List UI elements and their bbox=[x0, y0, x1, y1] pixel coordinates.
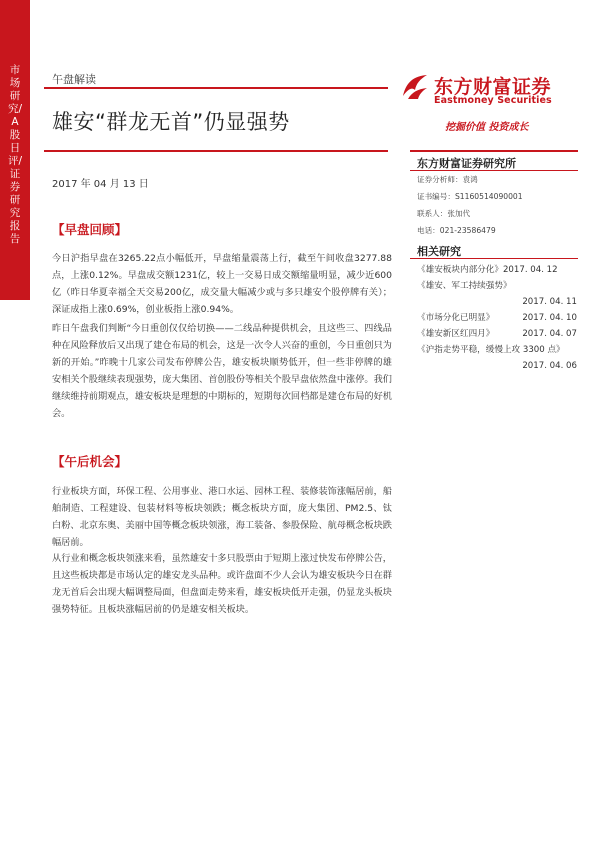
brand-logo-icon bbox=[400, 72, 430, 102]
related-item[interactable] bbox=[417, 278, 577, 294]
side-strip-text: 市场研究/A股日评/证券研究报告 bbox=[8, 64, 23, 245]
right-col-top-rule bbox=[410, 150, 578, 152]
related-item-date: 2017. 04. 10 bbox=[522, 313, 577, 323]
related-item[interactable] bbox=[417, 342, 577, 358]
related-item-date: 2017. 04. 11 bbox=[522, 297, 577, 307]
section-heading-afternoon: 【午后机会】 bbox=[52, 454, 128, 469]
brand-name-en: Eastmoney Securities bbox=[434, 95, 552, 106]
report-date: 2017 年 04 月 13 日 bbox=[52, 179, 149, 190]
title-bottom-rule bbox=[44, 150, 388, 152]
related-research-heading-wrap bbox=[417, 243, 577, 259]
analyst-cert: 证书编号：S1160514090001 bbox=[417, 192, 523, 201]
related-item-title: 《雄安、军工持续强势》 bbox=[417, 281, 512, 291]
brand-slogan: 挖掘价值 投资成长 bbox=[445, 122, 529, 133]
section-tag: 午盘解读 bbox=[52, 73, 96, 86]
brand-logo bbox=[400, 70, 560, 110]
page-title: 雄安“群龙无首”仍显强势 bbox=[52, 110, 290, 134]
related-item-date: 2017. 04. 12 bbox=[502, 265, 558, 275]
morning-paragraph-2: 昨日午盘我们判断“今日重创仅仅给切换——二线品种提供机会，且这些三、四线品种在风险释放后又出现了建仓布局的机会，这是一次令人兴奋的重创，今日重创只为新的开始。”昨晚十几家公司发布停牌公告，雄安板块顺势低开，但一些非停牌的雄安相关个股继续表现强势，庞大集团、首创股份等相关个股早盘依然盘中涨停。我们继续维持前期观点，雄安板块是理想的中期标的，短期每次回档都是建仓布局的好机会。 bbox=[52, 323, 392, 419]
institute-name: 东方财富证券研究所 bbox=[417, 157, 516, 170]
analyst-name: 证券分析师：袁鸿 bbox=[417, 175, 478, 184]
related-item-date: 2017. 04. 06 bbox=[522, 361, 577, 371]
section-heading-morning: 【早盘回顾】 bbox=[52, 222, 128, 237]
afternoon-paragraph-1: 行业板块方面，环保工程、公用事业、港口水运、园林工程、装修装饰涨幅居前，船舶制造、工程建设、包装材料等板块领跌；概念板块方面，庞大集团、PM2.5、钛白粉、北京东奥、美丽中国等概念板块领涨，海工装备、参股保险、航母概念板块跌幅居前。 bbox=[52, 486, 392, 548]
brand-name-cn: 东方财富证券 bbox=[434, 76, 552, 98]
related-research-heading: 相关研究 bbox=[417, 245, 461, 258]
related-item-date: 2017. 04. 07 bbox=[522, 329, 577, 339]
morning-paragraph-1: 今日沪指早盘在3265.22点小幅低开，早盘缩量震荡上行，截至午间收盘3277.88点，上涨0.12%。早盘成交额1231亿，较上一交易日成交额缩量明显，减少近600亿（昨日华夏幸福全天交易200亿，成交量大幅减少或与多只雄安个股停牌有关）；深证成指上涨0.69%，创业板指上涨0.94%。 bbox=[52, 253, 392, 315]
related-item-title: 《雄安板块内部分化》 bbox=[417, 265, 503, 275]
analyst-phone: 电话：021-23586479 bbox=[417, 226, 496, 235]
related-item-title: 《市场分化已明显》 bbox=[417, 313, 495, 323]
related-item-title: 《雄安新区红四月》 bbox=[417, 329, 495, 339]
header-top-rule bbox=[44, 87, 388, 89]
related-item[interactable] bbox=[417, 262, 577, 278]
side-strip bbox=[0, 0, 30, 842]
analyst-details bbox=[417, 171, 577, 239]
afternoon-paragraph-2: 从行业和概念板块领涨来看，虽然雄安十多只股票由于短期上涨过快发布停牌公告，且这些板块都是市场认定的雄安龙头品种。或许盘面不少人会认为雄安板块今日在群龙无首后会出现大幅调整局面，但盘面走势来看，雄安板块低开走强，仍显龙头板块强势特征。且板块涨幅居前的仍是雄安相关板块。 bbox=[52, 553, 392, 615]
related-item-title: 《沪指走势平稳，缓慢上攻 3300 点》 bbox=[417, 345, 565, 355]
analyst-block bbox=[417, 155, 577, 171]
related-underline bbox=[410, 258, 578, 259]
analyst-contact: 联系人：张加代 bbox=[417, 209, 471, 218]
related-research-list bbox=[417, 262, 577, 374]
